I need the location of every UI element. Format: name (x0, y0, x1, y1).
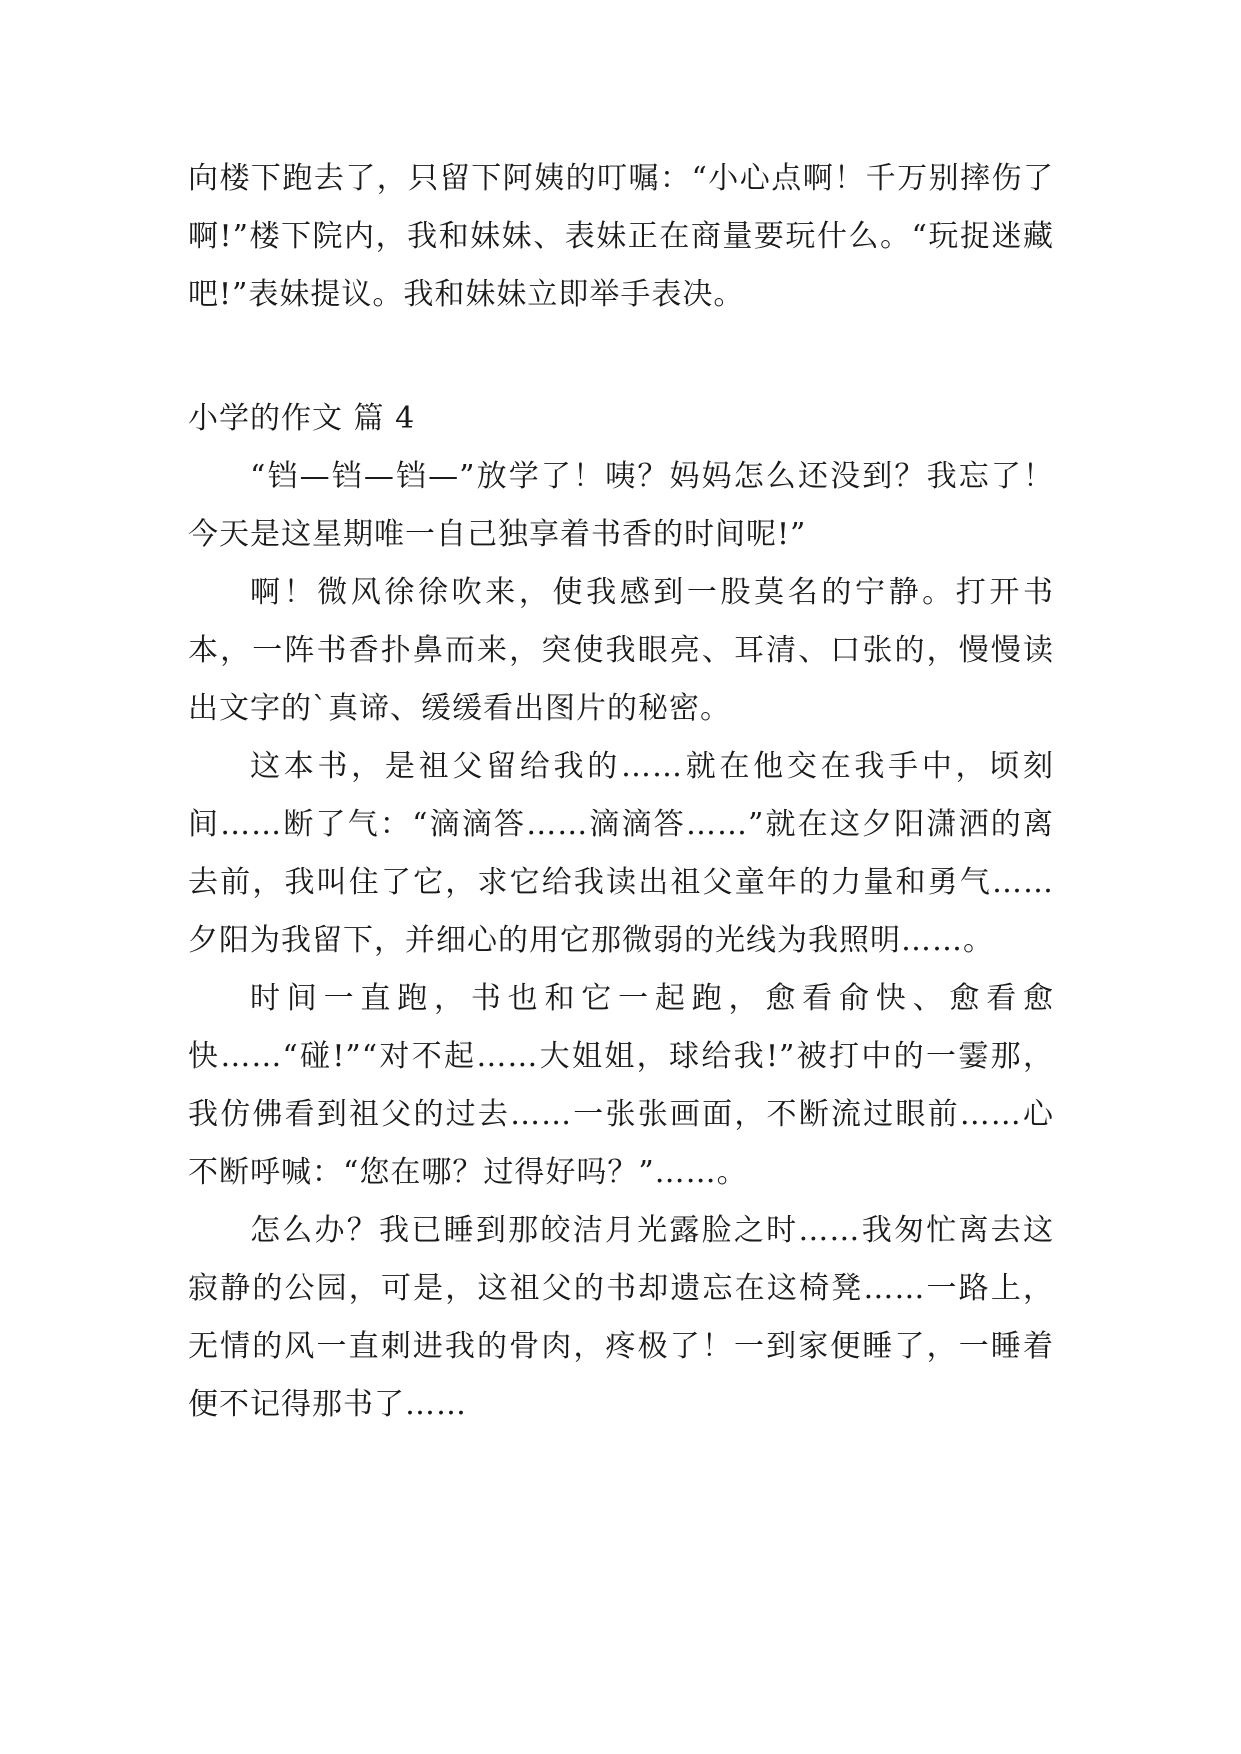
continuation-paragraph: 向楼下跑去了，只留下阿姨的叮嘱：“小心点啊！千万别摔伤了啊!”楼下院内，我和妹妹、表妹正在商量要玩什么。“玩捉迷藏吧!”表妹提议。我和妹妹立即举手表决。 (188, 161, 1054, 312)
essay-paragraph-1: “铛—铛—铛—”放学了！咦？妈妈怎么还没到？我忘了！今天是这星期唯一自己独享着书香的时间呢!” (188, 459, 1054, 552)
continuation-text (188, 150, 1054, 324)
essay-paragraph-5: 怎么办？我已睡到那皎洁月光露脸之时……我匆忙离去这寂静的公园，可是，这祖父的书却遗忘在这椅凳……一路上，无情的风一直刺进我的骨肉，疼极了！一到家便睡了，一睡着便不记得那书了…… (188, 1213, 1054, 1422)
essay-paragraph-4: 时间一直跑，书也和它一起跑，愈看俞快、愈看愈快……“碰!”“对不起……大姐姐，球给我!”被打中的一霎那，我仿佛看到祖父的过去……一张张画面，不断流过眼前……心不断呼喊：“您在哪？过得好吗？”……。 (188, 981, 1054, 1190)
essay-paragraph-3: 这本书，是祖父留给我的……就在他交在我手中，顷刻间……断了气：“滴滴答……滴滴答……”就在这夕阳潇洒的离去前，我叫住了它，求它给我读出祖父童年的力量和勇气……夕阳为我留下，并细心的用它那微弱的光线为我照明……。 (188, 749, 1054, 958)
essay-body (188, 448, 1054, 1434)
essay-paragraph-2: 啊！微风徐徐吹来，使我感到一股莫名的宁静。打开书本，一阵书香扑鼻而来，突使我眼亮、耳清、口张的，慢慢读出文字的`真谛、缓缓看出图片的秘密。 (188, 575, 1054, 726)
section-heading: 小学的作文 篇 4 (188, 401, 416, 436)
